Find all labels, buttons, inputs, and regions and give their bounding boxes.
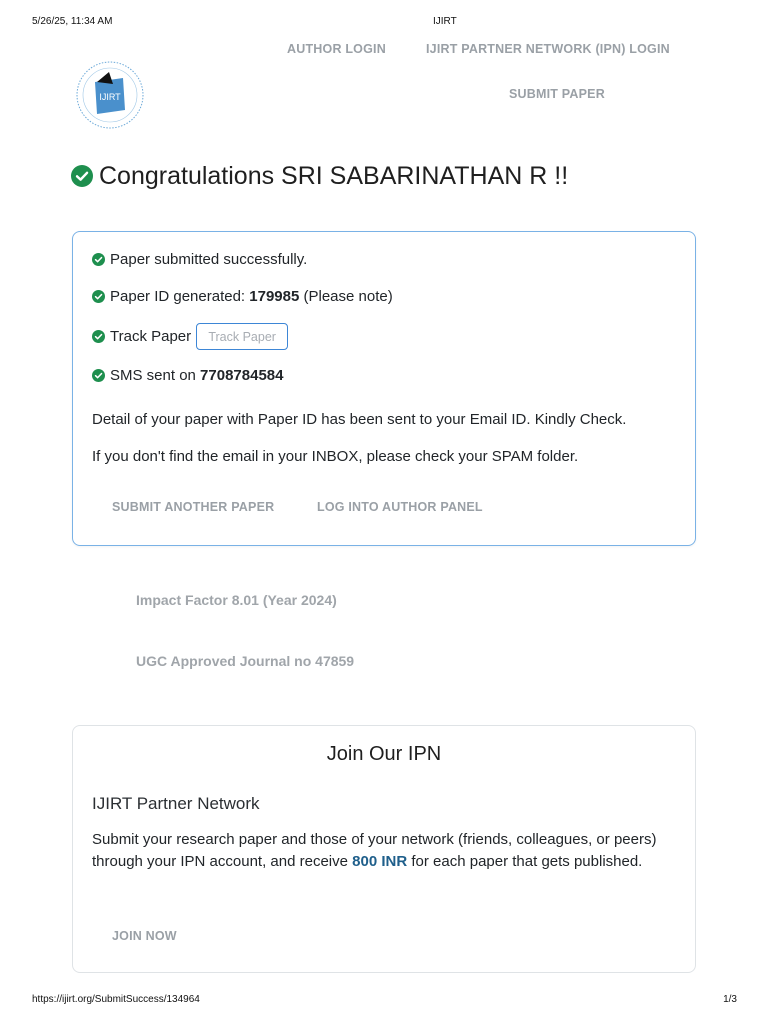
sms-prefix: SMS sent on bbox=[110, 367, 201, 384]
print-url: https://ijirt.org/SubmitSuccess/134964 bbox=[32, 994, 200, 1005]
ipn-card-title: Join Our IPN bbox=[326, 743, 442, 765]
status-track-paper bbox=[92, 323, 288, 350]
email-detail-text: Detail of your paper with Paper ID has been sent to your Email ID. Kindly Check. bbox=[92, 411, 627, 428]
ipn-card-subtitle: IJIRT Partner Network bbox=[92, 794, 260, 813]
check-circle-icon bbox=[92, 290, 105, 303]
ijirt-logo[interactable] bbox=[75, 60, 145, 130]
congrats-heading bbox=[71, 160, 568, 192]
print-title: IJIRT bbox=[433, 16, 457, 27]
check-circle-icon bbox=[71, 165, 93, 187]
check-circle-icon bbox=[92, 369, 105, 382]
paper-id-prefix: Paper ID generated: bbox=[110, 288, 250, 305]
impact-factor-text: Impact Factor 8.01 (Year 2024) bbox=[136, 592, 337, 608]
join-ipn-card bbox=[72, 725, 696, 973]
track-paper-button[interactable]: Track Paper bbox=[196, 323, 288, 350]
nav-author-login[interactable]: AUTHOR LOGIN bbox=[287, 42, 386, 56]
track-paper-label: Track Paper bbox=[110, 328, 192, 345]
print-footer bbox=[0, 994, 768, 1008]
status-paper-id bbox=[92, 288, 393, 305]
sms-number: 7708784584 bbox=[200, 367, 284, 384]
spam-note-text: If you don't find the email in your INBOX, please check your SPAM folder. bbox=[92, 448, 579, 465]
nav-submit-paper[interactable]: SUBMIT PAPER bbox=[509, 87, 605, 101]
submission-success-card bbox=[72, 231, 696, 546]
ugc-approval-text: UGC Approved Journal no 47859 bbox=[136, 653, 355, 669]
print-header bbox=[0, 16, 768, 30]
log-into-author-panel-button[interactable]: LOG INTO AUTHOR PANEL bbox=[317, 500, 483, 514]
logo-text: IJIRT bbox=[99, 92, 121, 102]
submitted-text: Paper submitted successfully. bbox=[110, 251, 308, 268]
paper-id-value: 179985 bbox=[249, 288, 300, 305]
ipn-reward-amount: 800 INR bbox=[352, 853, 408, 870]
congrats-title: Congratulations SRI SABARINATHAN R !! bbox=[99, 161, 569, 190]
check-circle-icon bbox=[92, 253, 105, 266]
status-sms bbox=[92, 367, 283, 384]
check-circle-icon bbox=[92, 330, 105, 343]
nav-ipn-login[interactable]: IJIRT PARTNER NETWORK (IPN) LOGIN bbox=[426, 42, 670, 56]
print-date: 5/26/25, 11:34 AM bbox=[32, 16, 113, 27]
join-now-button[interactable]: JOIN NOW bbox=[112, 929, 177, 943]
ipn-body-prefix: Submit your research paper and those of your network (friends, colleagues, or peers) through your IPN account, and receive bbox=[92, 831, 657, 870]
print-page-number: 1/3 bbox=[723, 994, 737, 1005]
status-submitted bbox=[92, 251, 307, 268]
paper-id-note: (Please note) bbox=[299, 288, 393, 305]
ipn-card-body bbox=[92, 829, 672, 873]
submit-another-paper-button[interactable]: SUBMIT ANOTHER PAPER bbox=[112, 500, 275, 514]
ipn-body-suffix: for each paper that gets published. bbox=[407, 853, 643, 870]
